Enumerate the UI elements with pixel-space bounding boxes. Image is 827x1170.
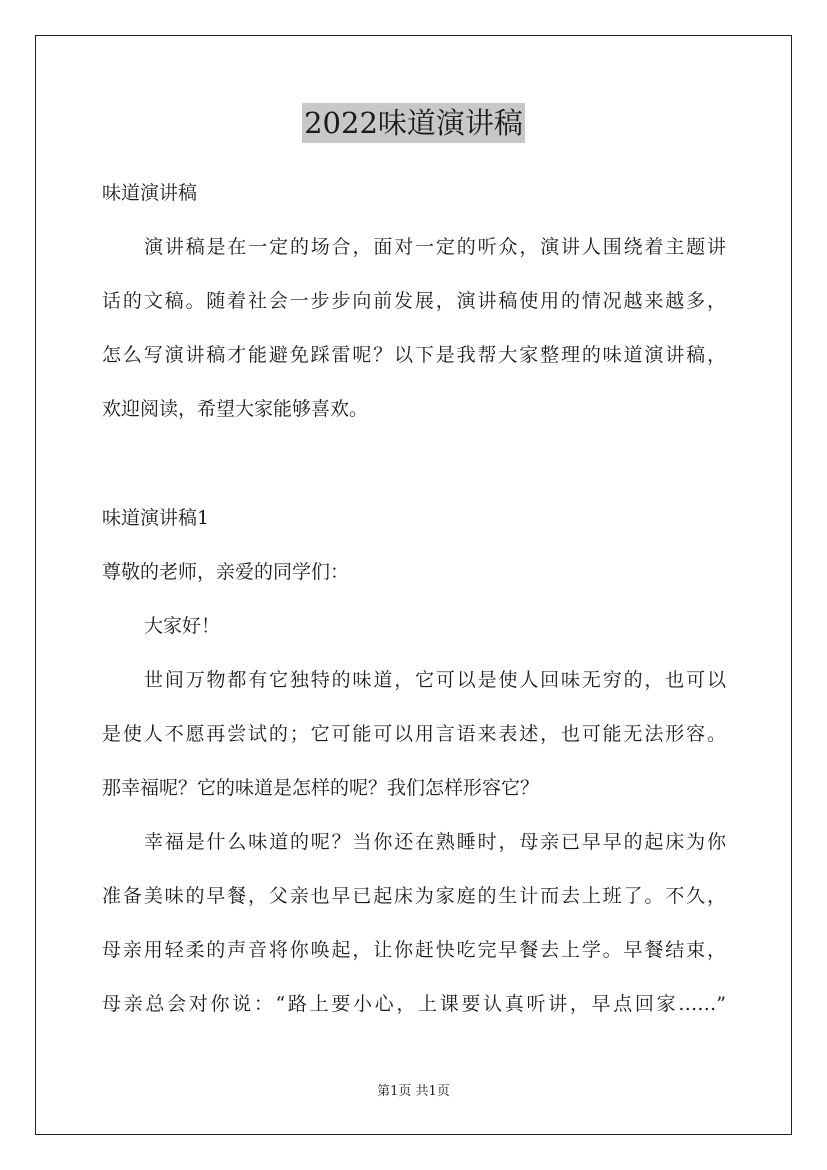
page-footer: 第1页 共1页 [377, 1084, 450, 1099]
intro-line-1: 演讲稿是在一定的场合，面对一定的听众，演讲人围绕着主题讲 [144, 236, 726, 258]
intro-line-2: 话的文稿。随着社会一步步向前发展，演讲稿使用的情况越来越多， [102, 290, 726, 312]
salutation: 尊敬的老师，亲爱的同学们： [102, 561, 350, 583]
para1-line-1: 世间万物都有它独特的味道，它可以是使人回味无穷的，也可以 [144, 669, 726, 691]
title-container [0, 103, 827, 143]
para2-line-4: 母亲总会对你说：“路上要小心，上课要认真听讲，早点回家……” [102, 993, 726, 1015]
intro-line-3: 怎么写演讲稿才能避免踩雷呢？以下是我帮大家整理的味道演讲稿， [102, 344, 726, 366]
para2-line-1: 幸福是什么味道的呢？当你还在熟睡时，母亲已早早的起床为你 [144, 831, 726, 853]
section-heading: 味道演讲稿1 [102, 507, 210, 529]
greeting: 大家好！ [144, 615, 221, 637]
document-subtitle: 味道演讲稿 [102, 182, 198, 204]
para1-line-3: 那幸福呢？它的味道是怎样的呢？我们怎样形容它？ [102, 777, 540, 799]
para2-line-3: 母亲用轻柔的声音将你唤起，让你赶快吃完早餐去上学。早餐结束， [102, 939, 726, 961]
para1-line-2: 是使人不愿再尝试的；它可能可以用言语来表述，也可能无法形容。 [102, 723, 726, 745]
document-title: 2022味道演讲稿 [302, 103, 525, 143]
intro-line-4: 欢迎阅读，希望大家能够喜欢。 [102, 398, 369, 420]
para2-line-2: 准备美味的早餐，父亲也早已起床为家庭的生计而去上班了。不久， [102, 885, 726, 907]
